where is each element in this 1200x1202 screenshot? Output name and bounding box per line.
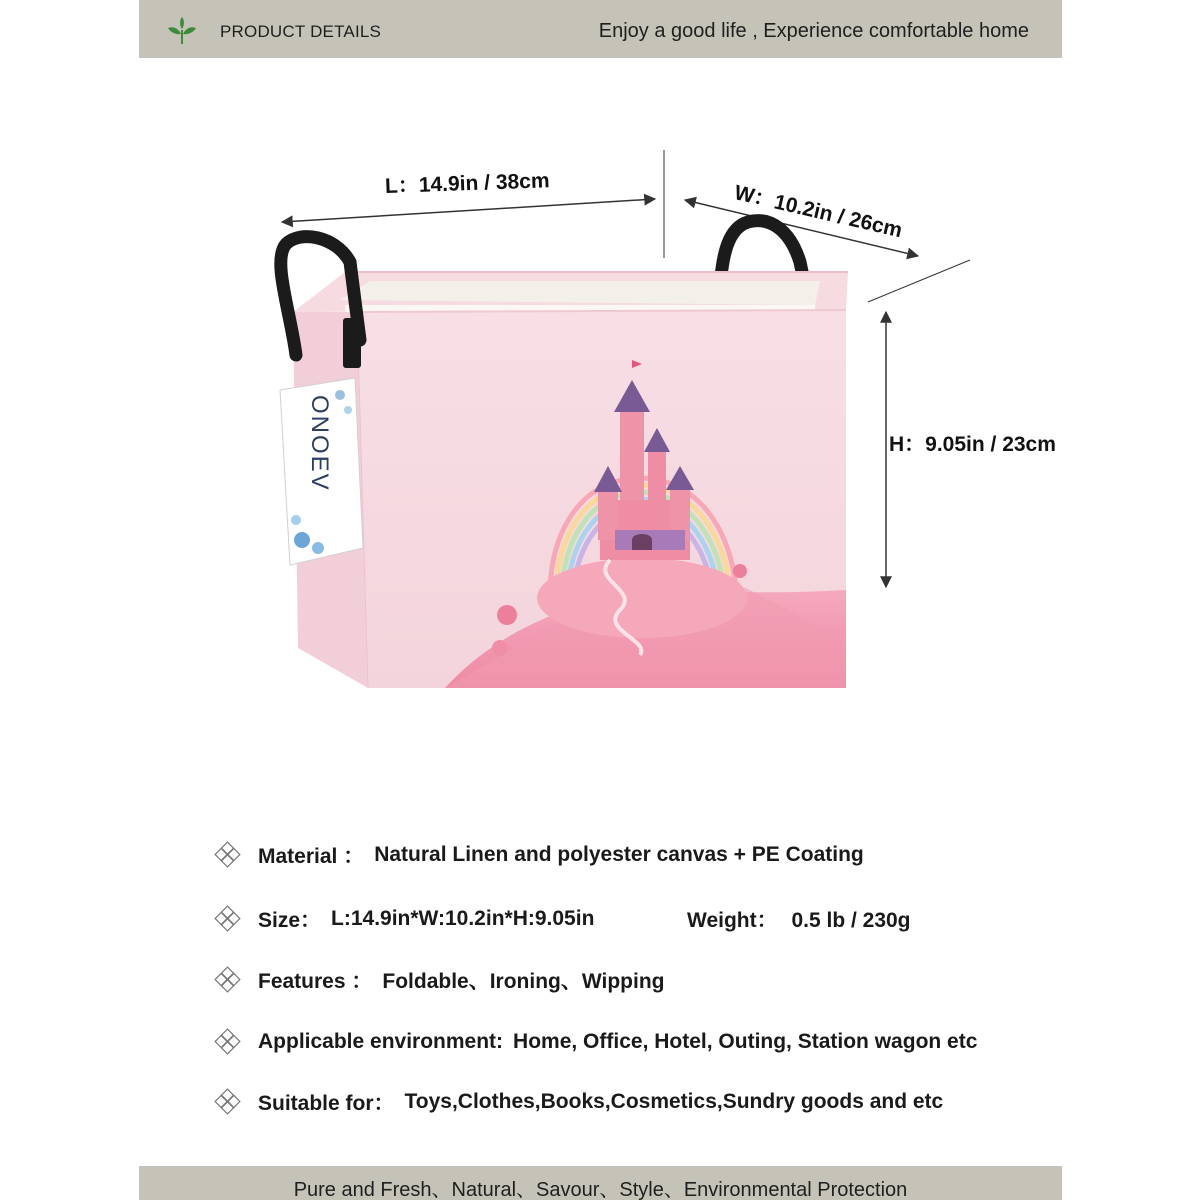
spec-value: Toys,Clothes,Books,Cosmetics,Sundry goods and etc (404, 1090, 944, 1113)
spec-size (213, 902, 911, 936)
spec-value: L:14.9in*W:10.2in*H:9.05in (331, 907, 595, 930)
length-arrow (282, 199, 655, 222)
spec-label: Applicable environment: (258, 1030, 504, 1053)
spec-environment (213, 1025, 977, 1059)
handle-strap (343, 318, 361, 368)
spec-suitable (213, 1085, 943, 1119)
diamond-bullet-icon (213, 840, 243, 870)
diamond-bullet-icon (213, 1027, 243, 1057)
diamond-bullet-icon (213, 904, 243, 934)
spec-weight (687, 904, 911, 934)
dimension-width: W：10.2in / 26cm (732, 181, 905, 243)
spec-weight-value: 0.5 lb / 230g (791, 909, 911, 932)
bottom-banner (139, 1166, 1062, 1200)
spec-weight-label: Weight： (687, 909, 778, 932)
hang-tag (280, 370, 363, 565)
spec-features (213, 963, 664, 997)
dimension-length: L：14.9in / 38cm (384, 169, 550, 198)
hang-tag-brand: ONOEV (306, 395, 333, 492)
diamond-bullet-icon (213, 965, 243, 995)
spec-label: Features ： (258, 970, 373, 993)
spec-value: Natural Linen and polyester canvas + PE Coating (374, 843, 864, 866)
spec-value: Home, Office, Hotel, Outing, Station wagon etc (513, 1030, 978, 1053)
diamond-bullet-icon (213, 1087, 243, 1117)
banner-slogan: Enjoy a good life , Experience comfortable home (598, 20, 1029, 42)
spec-label: Size： (258, 909, 322, 932)
guide-line (868, 260, 970, 302)
footer-text: Pure and Fresh、Natural、Savour、Style、Environmental Protection (293, 1179, 908, 1201)
spec-value: Foldable、Ironing、Wipping (382, 970, 665, 993)
spec-material (213, 838, 864, 872)
banner-title: PRODUCT DETAILS (220, 22, 382, 41)
dimension-height: H：9.05in / 23cm (889, 433, 1056, 456)
spec-label: Material ： (258, 845, 365, 868)
spec-label: Suitable for： (258, 1092, 395, 1115)
